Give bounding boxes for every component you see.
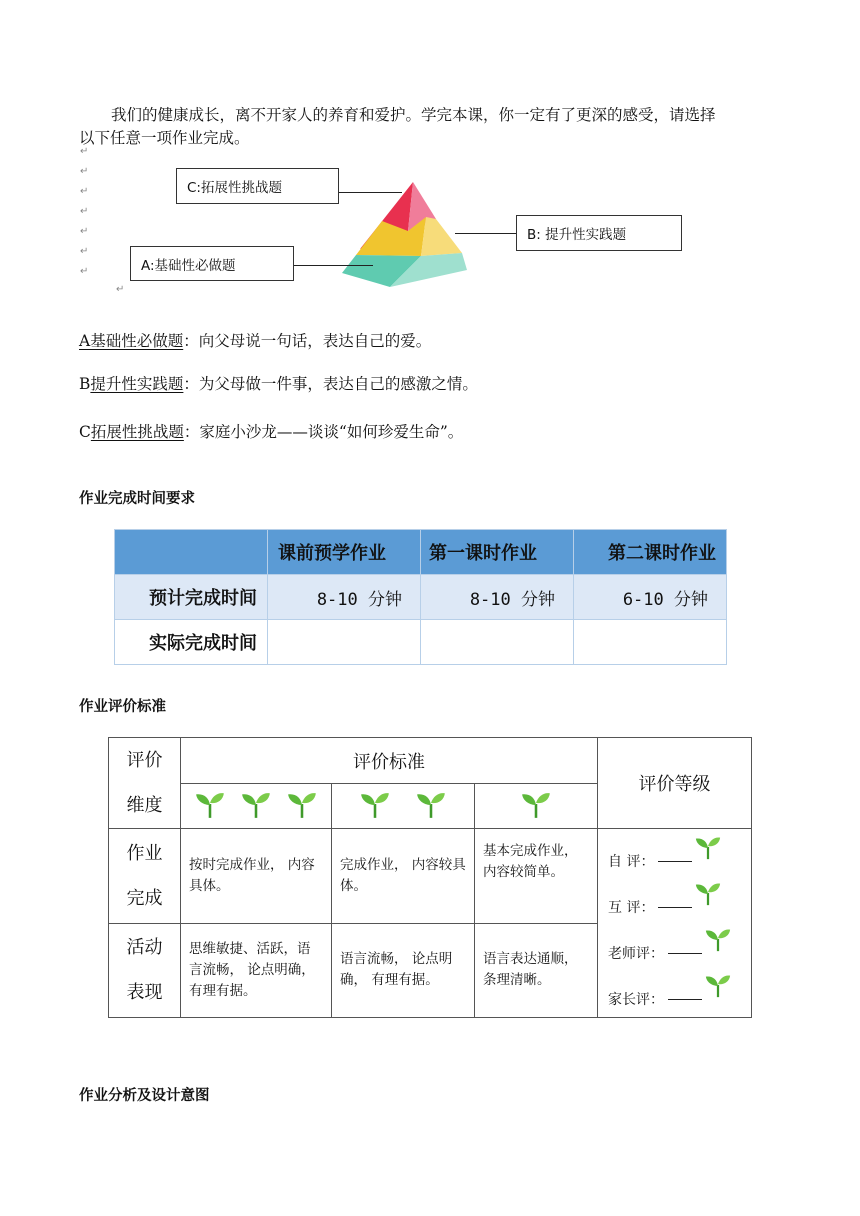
criteria-cell: 语言表达通顺， 条理清晰。 (475, 923, 598, 1018)
table-cell: 8-10 分钟 (268, 575, 421, 620)
grade-blank[interactable] (668, 999, 702, 1000)
table-row-label: 预计完成时间 (115, 575, 268, 620)
label-box-c (176, 168, 339, 204)
label-box-a (130, 246, 294, 281)
intro-line-1: 我们的健康成长，离不开家人的养育和爱护。学完本课，你一定有了更深的感受，请选择 (111, 106, 716, 124)
option-c-title: 拓展性挑战题 (90, 423, 184, 441)
table-row (115, 620, 727, 665)
time-table (114, 529, 727, 665)
grade-cell (598, 829, 752, 1018)
option-b-title: 提升性实践题 (90, 375, 184, 393)
criteria-cell: 完成作业， 内容较具体。 (332, 829, 475, 924)
dimension-header (109, 738, 181, 829)
intro-line-2: 以下任意一项作业完成。 (79, 129, 250, 147)
grade-header: 评价等级 (598, 738, 752, 829)
seed-icons-1 (475, 784, 597, 828)
seedling-icon (520, 788, 552, 824)
dimension-activity (109, 923, 181, 1018)
option-c-text: ：家庭小沙龙——谈谈“如何珍爱生命”。 (183, 423, 464, 441)
seedling-icon (704, 925, 732, 957)
section-heading-time: 作业完成时间要求 (79, 491, 195, 507)
option-c-prefix: C (79, 423, 91, 441)
label-a-text: A:基础性必做题 (141, 257, 236, 274)
grade-label: 老师评： (608, 946, 664, 962)
criteria-cell: 基本完成作业， 内容较简单。 (475, 829, 598, 924)
dimension-activity-line-2: 表现 (126, 982, 163, 1004)
label-b-text: B: 提升性实践题 (527, 227, 627, 243)
grade-label: 互 评： (608, 900, 655, 916)
seedling-icon (415, 788, 447, 824)
dimension-homework-line-2: 完成 (126, 887, 163, 909)
table-cell (268, 620, 421, 665)
dimension-activity-line-1: 活动 (126, 937, 163, 959)
dimension-header-line-1: 评价 (126, 750, 163, 771)
paragraph-mark: ↵ (80, 266, 89, 277)
table-row (115, 575, 727, 620)
grade-label: 家长评： (608, 992, 664, 1008)
seedling-icon (359, 788, 391, 824)
paragraph-mark: ↵ (80, 166, 89, 177)
option-b-prefix: B (79, 375, 91, 393)
option-a-text: ：向父母说一句话，表达自己的爱。 (183, 332, 432, 350)
criteria-cell: 语言流畅， 论点明确， 有理有据。 (332, 923, 475, 1018)
label-box-b (516, 215, 682, 251)
seedling-icon (694, 833, 722, 865)
seed-cell-2 (332, 784, 475, 829)
dimension-homework-line-1: 作业 (126, 842, 163, 864)
grade-label: 自 评： (608, 854, 655, 870)
pyramid-middle-right (421, 217, 462, 256)
table-header-cell: 第二课时作业 (574, 530, 727, 575)
option-a (79, 330, 431, 353)
seedling-icon (240, 788, 272, 824)
dimension-homework (109, 829, 181, 924)
grade-list (598, 829, 751, 1017)
table-header-cell (115, 530, 268, 575)
seed-icons-2 (332, 784, 474, 828)
table-cell: 8-10 分钟 (421, 575, 574, 620)
seedling-icon (694, 879, 722, 911)
paragraph-mark: ↵ (80, 206, 89, 217)
table-cell: 6-10 分钟 (574, 575, 727, 620)
grade-line (598, 879, 751, 925)
criteria-header: 评价标准 (181, 738, 598, 784)
paragraph-mark: ↵ (80, 246, 89, 257)
option-b (79, 373, 478, 396)
connector-line-c (338, 192, 402, 193)
criteria-cell: 思维敏捷、活跃，语言流畅， 论点明确，有理有据。 (181, 923, 332, 1018)
paragraph-mark: ↵ (80, 186, 89, 197)
seed-icons-3 (181, 784, 331, 828)
option-b-text: ：为父母做一件事，表达自己的感激之情。 (183, 375, 478, 393)
table-row-label: 实际完成时间 (115, 620, 268, 665)
seed-cell-1 (475, 784, 598, 829)
section-heading-design: 作业分析及设计意图 (79, 1088, 210, 1104)
option-a-prefix: A基础性必做题 (79, 332, 184, 350)
grade-blank[interactable] (658, 861, 692, 862)
label-c-text: C:拓展性挑战题 (187, 180, 282, 196)
grade-line (598, 925, 751, 971)
eval-table (108, 737, 752, 1018)
table-header-row (115, 530, 727, 575)
seedling-icon (704, 971, 732, 1003)
grade-line (598, 971, 751, 1017)
paragraph-mark: ↵ (80, 226, 89, 237)
grade-line (598, 833, 751, 879)
seedling-icon (194, 788, 226, 824)
seedling-icon (286, 788, 318, 824)
paragraph-mark: ↵ (116, 284, 125, 295)
table-header-cell: 课前预学作业 (268, 530, 421, 575)
option-c (79, 421, 463, 444)
seed-cell-3 (181, 784, 332, 829)
connector-line-a (293, 265, 373, 266)
grade-blank[interactable] (658, 907, 692, 908)
dimension-header-line-2: 维度 (126, 795, 163, 816)
connector-line-b (455, 233, 517, 234)
criteria-cell: 按时完成作业， 内容具体。 (181, 829, 332, 924)
paragraph-mark: ↵ (80, 146, 89, 157)
grade-blank[interactable] (668, 953, 702, 954)
table-cell (421, 620, 574, 665)
table-cell (574, 620, 727, 665)
table-header-cell: 第一课时作业 (421, 530, 574, 575)
section-heading-eval: 作业评价标准 (79, 699, 166, 715)
